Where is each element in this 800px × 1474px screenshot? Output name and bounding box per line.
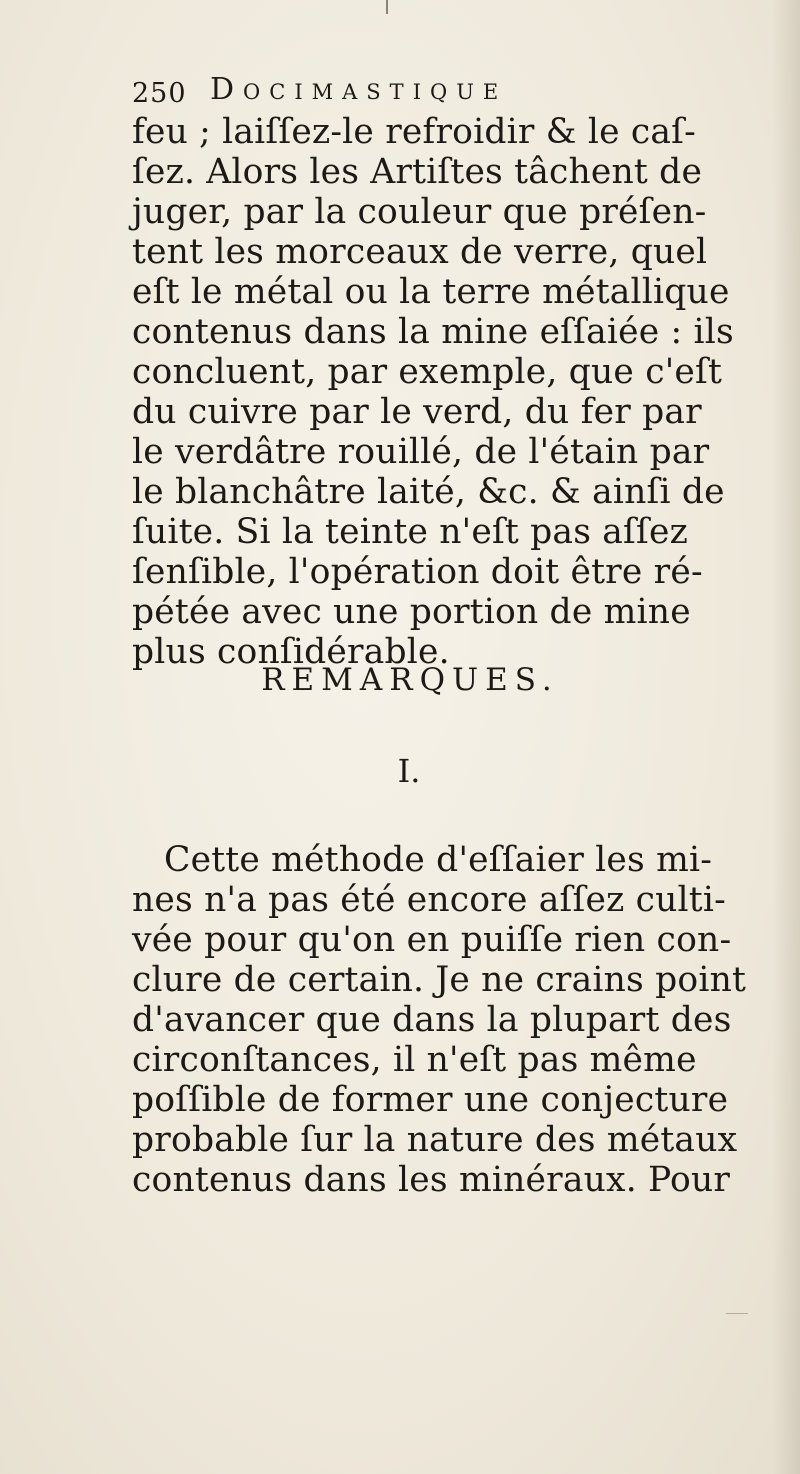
top-edge-mark [386,0,388,14]
running-title: Docimastique [210,72,508,107]
section-numeral: I. [397,752,421,790]
text-line: vée pour qu'on en puiſſe rien con- [132,920,732,960]
text-line: concluent, par exemple, que c'eſt [132,352,723,392]
page-number: 250 [132,78,187,109]
text-line: le verdâtre rouillé, de l'étain par [132,432,710,472]
text-line: pétée avec une portion de mine [132,592,691,632]
page-header [132,70,692,114]
text-line: contenus dans les minéraux. Pour [132,1160,731,1200]
text-line: ſuite. Si la teinte n'eſt pas aſſez [132,512,688,552]
text-line: le blanchâtre laité, &c. & ainſi de [132,472,725,512]
section-heading: REMARQUES. [261,662,559,698]
text-line: du cuivre par le verd, du fer par [132,392,702,432]
text-line: juger, par la couleur que préſen- [132,192,707,232]
text-line: eſt le métal ou la terre métallique [132,272,730,312]
text-line: ſenſible, l'opération doit être ré- [132,552,703,592]
text-line: nes n'a pas été encore aſſez culti- [132,880,726,920]
paper-mark [726,1313,748,1314]
text-line: feu ; laiſſez-le refroidir & le caſ- [132,112,696,152]
text-line: contenus dans la mine eſſaiée : ils [132,312,734,352]
text-line: plus conſidérable. [132,632,450,672]
page-edge-shadow [772,0,800,1474]
text-line: circonſtances, il n'eſt pas même [132,1040,697,1080]
text-line: poſſible de former une conjecture [132,1080,729,1120]
text-line: d'avancer que dans la plupart des [132,1000,732,1040]
text-line: ſez. Alors les Artiſtes tâchent de [132,152,703,192]
text-line: tent les morceaux de verre, quel [132,232,708,272]
text-line: probable ſur la nature des métaux [132,1120,738,1160]
text-line: clure de certain. Je ne crains point [132,960,747,1000]
text-line: Cette méthode d'eſſaier les mi- [164,840,713,880]
